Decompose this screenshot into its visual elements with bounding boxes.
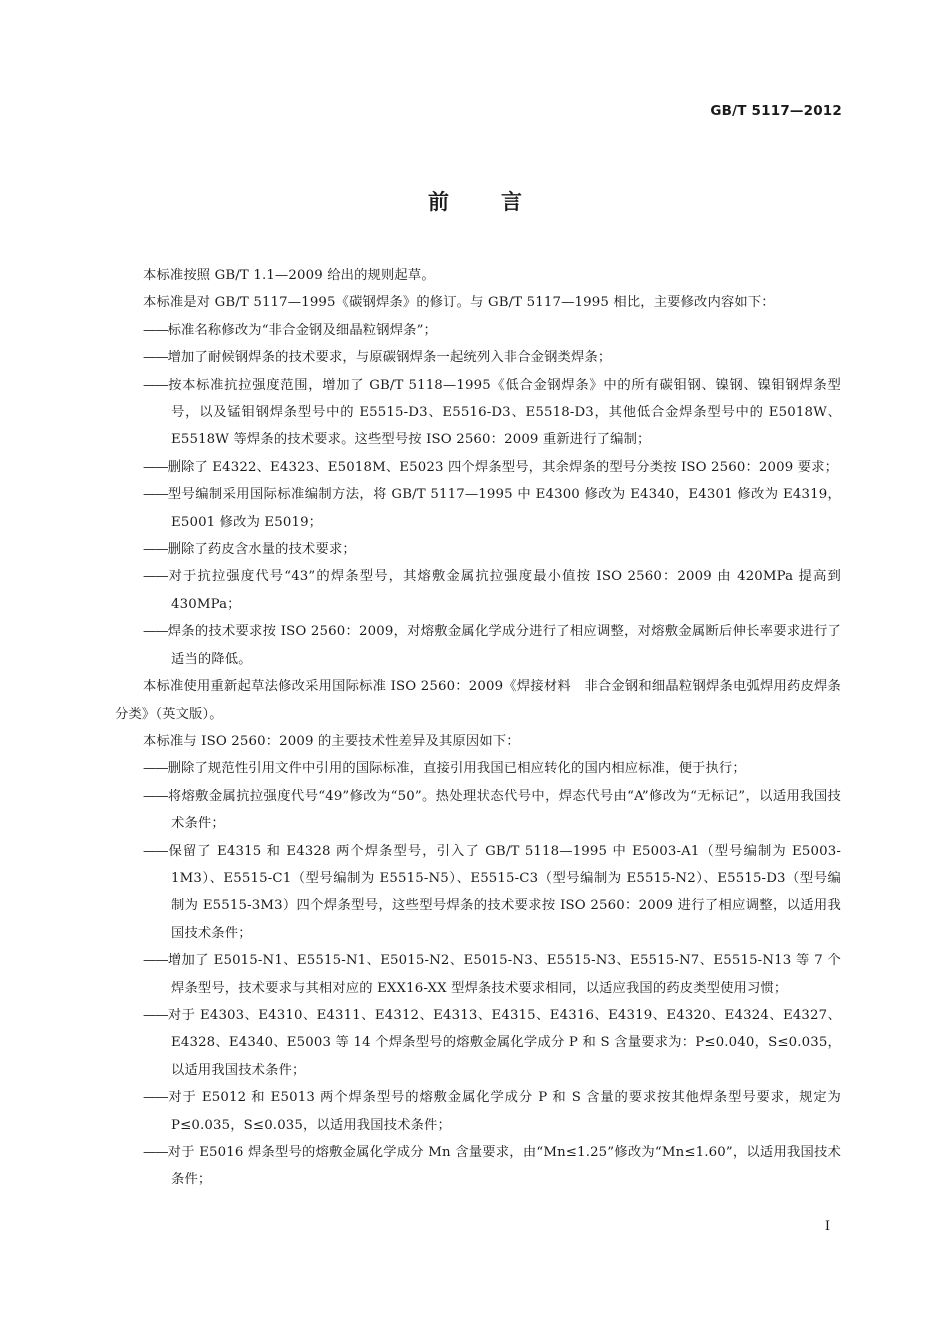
page-title: 前言 [428, 190, 574, 214]
document-body [115, 262, 855, 1194]
list-item: ——增加了 E5015-N1、E5515-N1、E5015-N2、E5015-N3、E5515-N3、E5515-N7、E5515-N13 等 7 个焊条型号，技术要求与其相对应的 EXX16-XX 型焊条技术要求相同，以适应我国的药皮类型使用习惯； [143, 953, 841, 996]
differences-intro: 本标准与 ISO 2560：2009 的主要技术性差异及其原因如下： [143, 733, 520, 749]
intro-paragraph: 本标准按照 GB/T 1.1—2009 给出的规则起草。 [143, 268, 435, 283]
list-item: ——按本标准抗拉强度范围，增加了 GB/T 5118—1995《低合金钢焊条》中的所有碳钼钢、镍钢、镍钼钢焊条型号，以及锰钼钢焊条型号中的 E5515-D3、E5516-D3、E5518-D3，其他低合金焊条型号中的 E5018W、E5518W 等焊条的技术要求。这些型号按 ISO 2560：2009 重新进行了编制； [143, 377, 841, 448]
list-item: ——型号编制采用国际标准编制方法，将 GB/T 5117—1995 中 E4300 修改为 E4340，E4301 修改为 E4319，E5001 修改为 E5019； [143, 487, 841, 530]
list-item: ——标准名称修改为“非合金钢及细晶粒钢焊条”； [143, 322, 437, 338]
list-item: ——删除了规范性引用文件中引用的国际标准，直接引用我国已相应转化的国内相应标准，便于执行； [143, 761, 746, 777]
list-item: ——增加了耐候钢焊条的技术要求，与原碳钢焊条一起统列入非合金钢类焊条； [143, 350, 612, 366]
list-item: ——删除了药皮含水量的技术要求； [143, 542, 356, 558]
list-item: ——对于抗拉强度代号“43”的焊条型号，其熔敷金属抗拉强度最小值按 ISO 2560：2009 由 420MPa 提高到 430MPa； [143, 569, 841, 612]
intro-paragraph: 本标准是对 GB/T 5117—1995《碳钢焊条》的修订。与 GB/T 5117—1995 相比，主要修改内容如下： [143, 295, 775, 311]
list-item: ——将熔敷金属抗拉强度代号“49”修改为“50”。热处理状态代号中，焊态代号由“A”修改为“无标记”，以适用我国技术条件； [143, 788, 841, 832]
list-item: ——焊条的技术要求按 ISO 2560：2009，对熔敷金属化学成分进行了相应调整，对熔敷金属断后伸长率要求进行了适当的降低。 [143, 624, 841, 667]
page-number: I [824, 1219, 830, 1234]
list-item: ——保留了 E4315 和 E4328 两个焊条型号，引入了 GB/T 5118—1995 中 E5003-A1（型号编制为 E5003-1M3）、E5515-C1（型号编制为 E5515-N5）、E5515-C3（型号编制为 E5515-N2）、E5515-D3（型号编制为 E5515-3M3）四个焊条型号，这些型号焊条的技术要求按 ISO 2560：2009 进行了相应调整，以适用我国技术条件； [143, 843, 841, 941]
list-item: ——对于 E5016 焊条型号的熔敷金属化学成分 Mn 含量要求，由“Mn≤1.25”修改为“Mn≤1.60”，以适用我国技术条件； [143, 1145, 841, 1188]
list-item: ——对于 E4303、E4310、E4311、E4312、E4313、E4315、E4316、E4319、E4320、E4324、E4327、E4328、E4340、E5003 等 14 个焊条型号的熔敷金属化学成分 P 和 S 含量要求为：P≤0.040，S≤0.035，以适用我国技术条件； [143, 1007, 841, 1078]
adoption-paragraph: 本标准使用重新起草法修改采用国际标准 ISO 2560：2009《焊接材料 非合金钢和细晶粒钢焊条电弧焊用药皮焊条 分类》（英文版）。 [115, 679, 855, 722]
standard-code: GB/T 5117—2012 [710, 103, 842, 119]
list-item: ——对于 E5012 和 E5013 两个焊条型号的熔敷金属化学成分 P 和 S 含量的要求按其他焊条型号要求，规定为 P≤0.035，S≤0.035，以适用我国技术条件； [143, 1090, 841, 1133]
list-item: ——删除了 E4322、E4323、E5018M、E5023 四个焊条型号，其余焊条的型号分类按 ISO 2560：2009 要求； [143, 459, 839, 475]
